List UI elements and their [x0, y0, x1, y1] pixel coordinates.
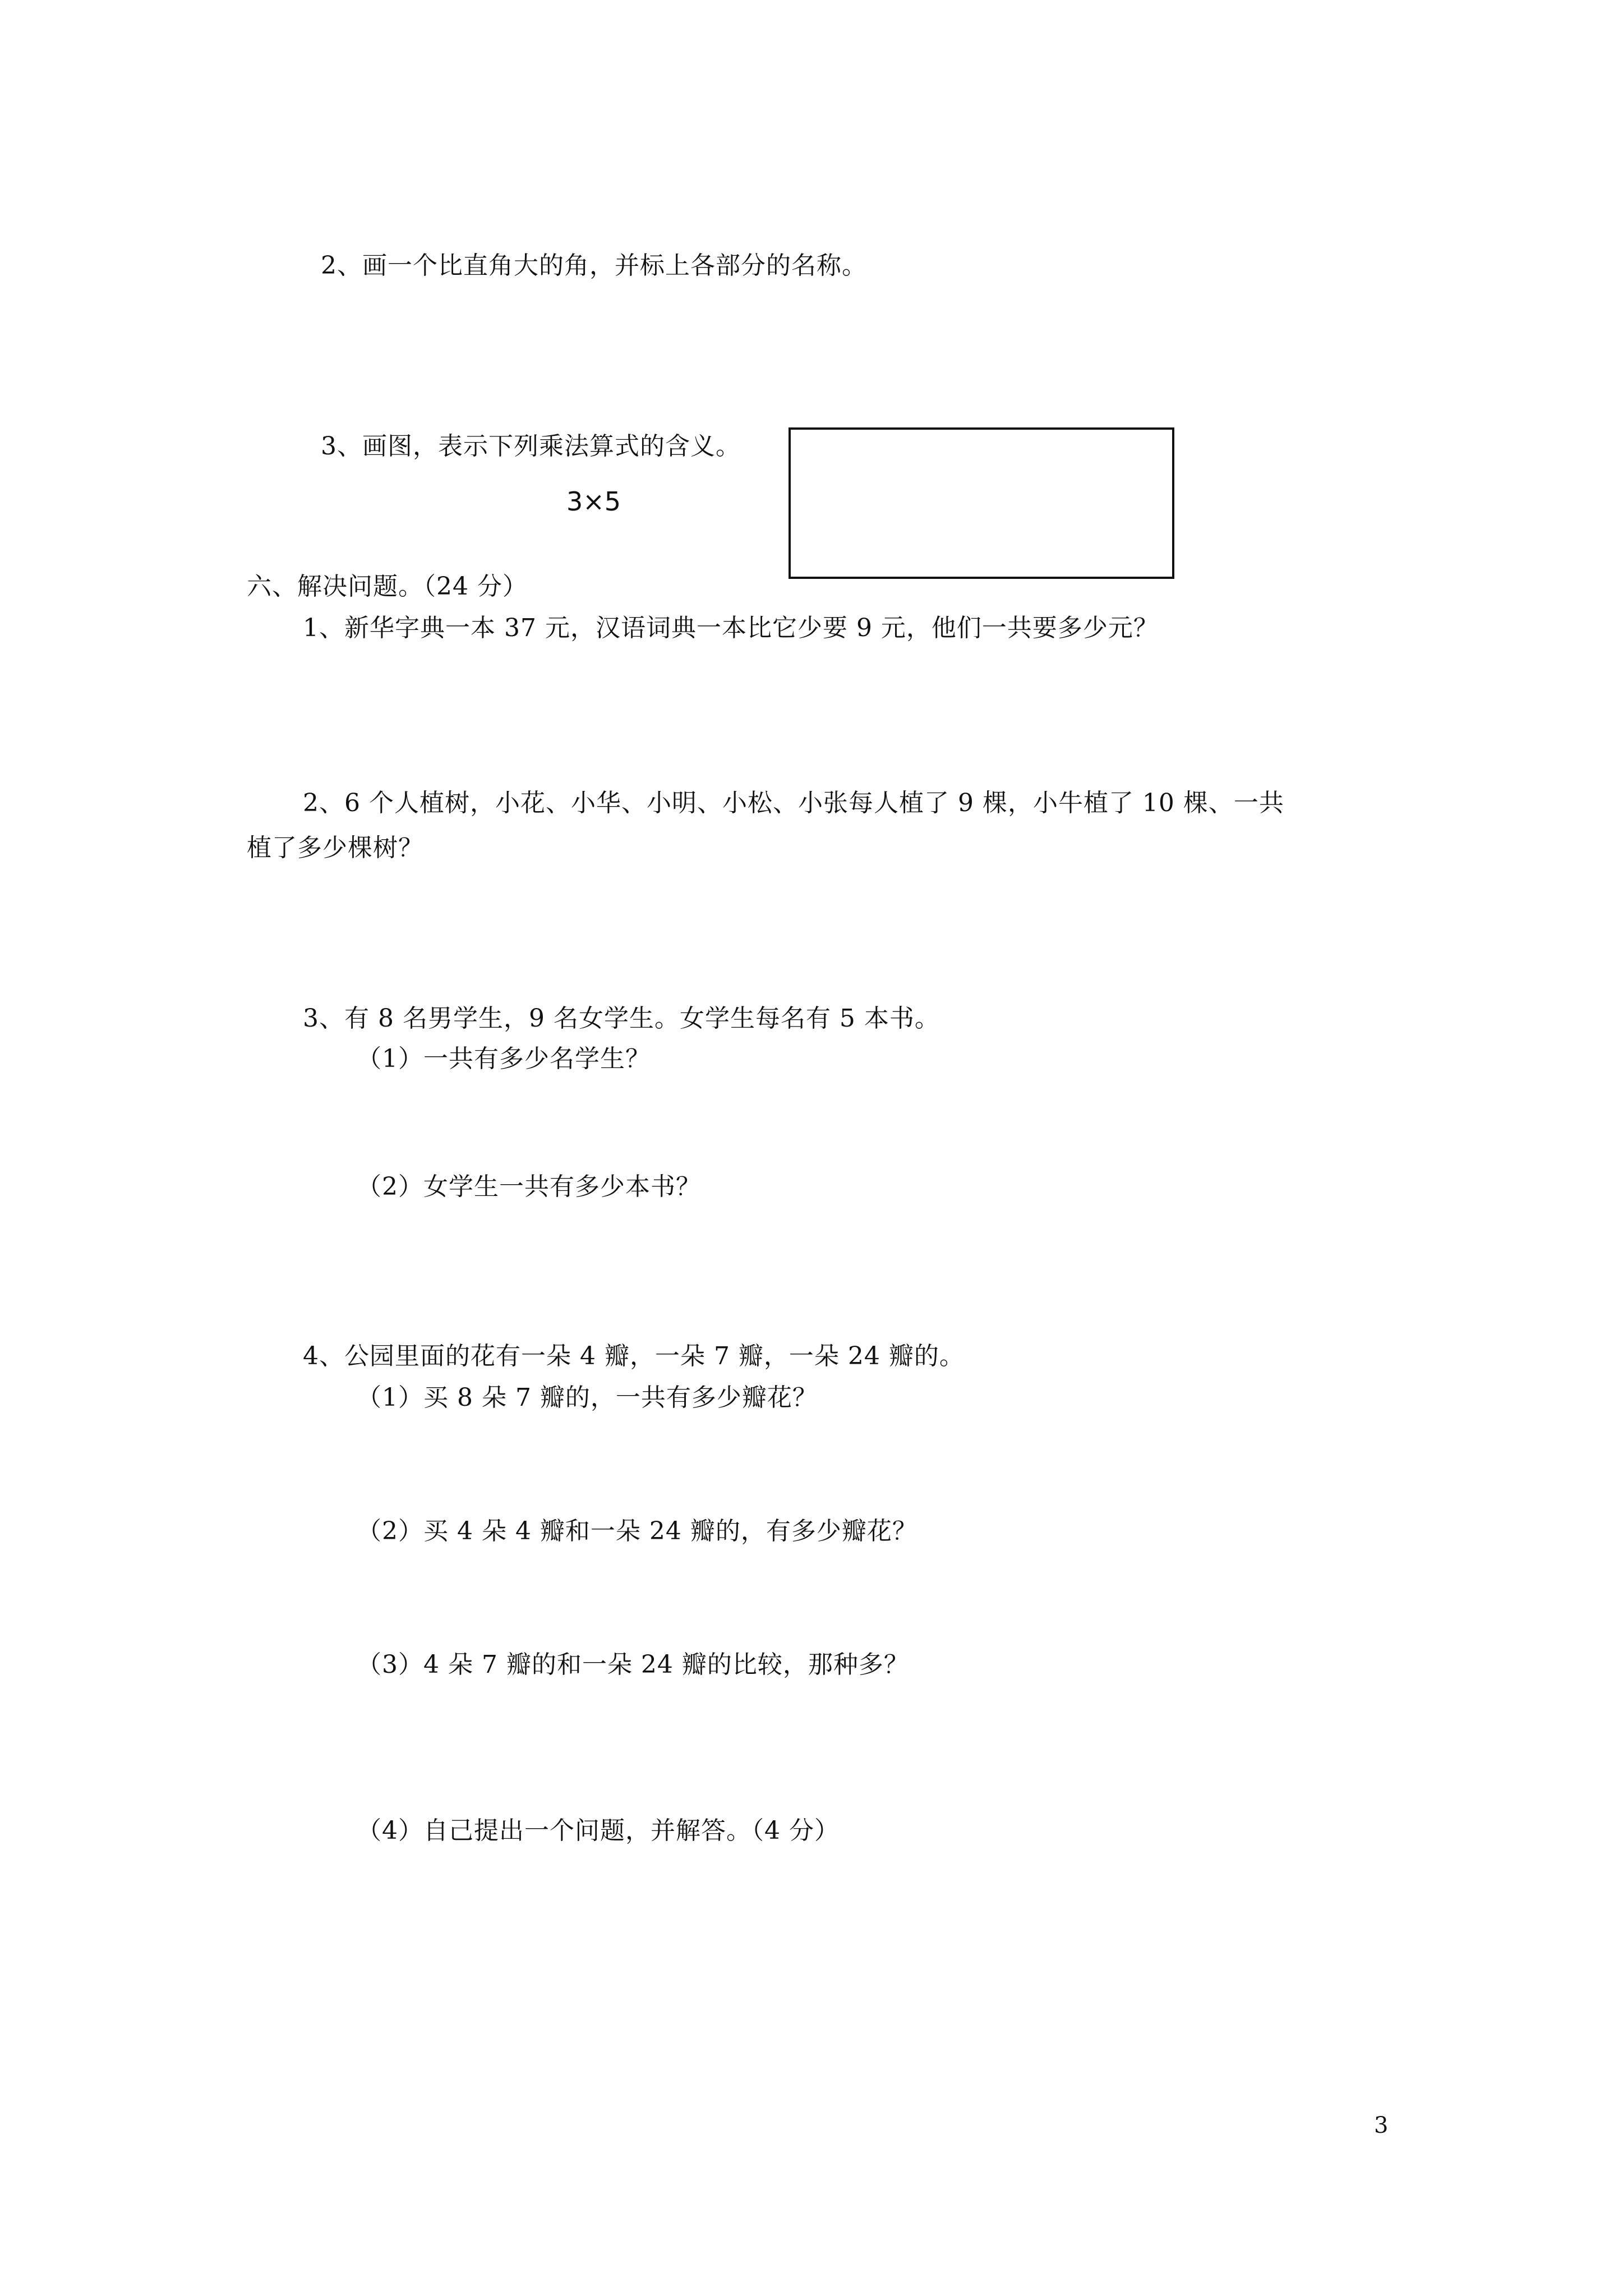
question-5-2: 2、画一个比直角大的角，并标上各部分的名称。 — [321, 251, 867, 280]
question-6-3: 3、有 8 名男学生，9 名女学生。女学生每名有 5 本书。 — [303, 1004, 940, 1033]
multiplication-formula: 3×5 — [566, 486, 621, 517]
question-5-3: 3、画图，表示下列乘法算式的含义。 — [321, 432, 741, 461]
question-6-4: 4、公园里面的花有一朵 4 瓣，一朵 7 瓣，一朵 24 瓣的。 — [303, 1342, 965, 1370]
question-6-4-sub3: （3）4 朵 7 瓣的和一朵 24 瓣的比较，那种多？ — [357, 1650, 909, 1679]
question-6-3-sub1: （1）一共有多少名学生？ — [357, 1045, 651, 1073]
question-6-2-line1: 2、6 个人植树，小花、小华、小明、小松、小张每人植了 9 棵，小牛植了 10 棵、一共 — [303, 789, 1284, 817]
page-number: 3 — [1374, 2113, 1389, 2138]
question-6-1: 1、新华字典一本 37 元，汉语词典一本比它少要 9 元，他们一共要多少元？ — [303, 614, 1159, 642]
question-6-3-sub2: （2）女学生一共有多少本书？ — [357, 1172, 701, 1201]
question-6-4-sub4: （4）自己提出一个问题，并解答。（4 分） — [357, 1816, 840, 1845]
question-6-4-sub2: （2）买 4 朵 4 瓣和一朵 24 瓣的，有多少瓣花？ — [357, 1517, 917, 1545]
question-6-2-line2: 植了多少棵树？ — [247, 834, 423, 862]
drawing-answer-box[interactable] — [789, 427, 1174, 579]
question-6-4-sub1: （1）买 8 朵 7 瓣的，一共有多少瓣花？ — [357, 1383, 818, 1412]
section-6-title: 六、解决问题。（24 分） — [247, 572, 528, 601]
